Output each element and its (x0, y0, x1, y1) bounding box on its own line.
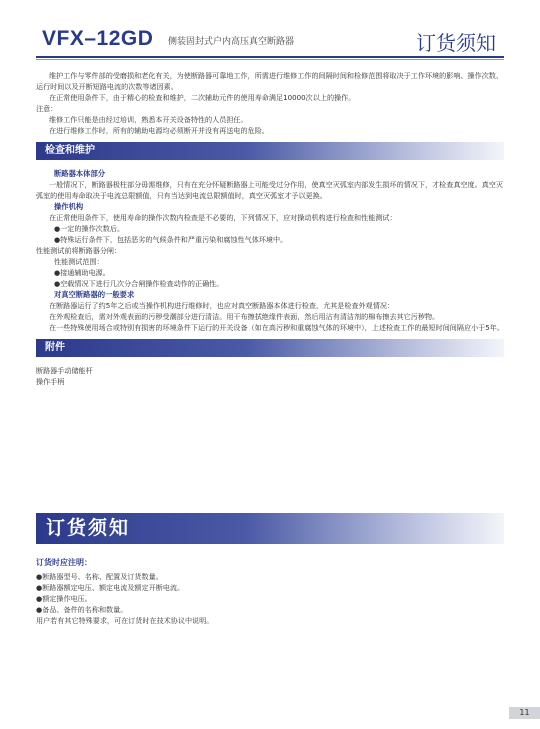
accessories-title: 附件 (45, 342, 65, 353)
maintenance-section-bar (36, 142, 504, 160)
note-label: 注意： (36, 104, 58, 113)
ordering-info (36, 557, 504, 626)
page-header (0, 0, 540, 60)
intro-paragraph: 在正常使用条件下，由于精心的检查和维护，二次辅助元件的使用寿命满足10000次以上的操作。 (49, 93, 356, 102)
model-title: VFX–12GD (42, 27, 154, 50)
subheading-general: 对真空断路器的一般要求 (54, 290, 135, 299)
ordering-item: ●额定操作电压。 (36, 594, 92, 603)
body-paragraph: 一般情况下，断路器极柱部分毋需维修，只有在充分怀疑断路器上可能受过分作用，使真空灭弧室内部发生损坏的情况下，才检查真空度。真空灭弧室的使用寿命取决于电流总限额值，只有当达到电流总限额值时，真空灭弧室才予以更换。 (36, 180, 503, 200)
note-item: 维修工作只能是由经过培训，熟悉本开关设备特性的人员担任。 (49, 115, 248, 124)
ordering-title: 订货须知 (46, 517, 131, 539)
ordering-section-bar (36, 513, 504, 544)
ordering-subtitle: 订货时应注明： (36, 558, 92, 567)
body-paragraph: 在外观检查后，需对外观表面的污秽受潮部分进行清洁。用干布擦拭绝缘件表面，然后用沾有清洁剂的棉布擦去其它污秽物。 (49, 312, 440, 321)
accessory-item: 操作手柄 (36, 377, 65, 386)
subheading-mechanism: 操作机构 (54, 202, 84, 211)
body-paragraph: 在一些特殊使用场合或特别有损害的环境条件下运行的开关设备（如在高污秽和重腐蚀气体的环境中），上述检查工作的最短时间间隔应小于5年。 (49, 323, 504, 332)
accessory-item: 断路器手动储能杆 (36, 366, 93, 375)
ordering-item: ●备品、备件的名称和数量。 (36, 605, 128, 614)
accessories-section-bar (36, 339, 504, 357)
maintenance-title: 检查和维护 (45, 145, 95, 156)
note-item: 在进行维修工作时，所有的辅助电源均必须断开并没有再送电的危险。 (49, 126, 269, 135)
body-paragraph: 在断路器运行了约5年之后或当操作机构进行维修时，也应对真空断路器本体进行检查，尤其是检查外观情况： (49, 301, 395, 310)
perf-scope-label: 性能测试范围： (54, 257, 104, 266)
bullet-item: ●一定的操作次数后。 (54, 224, 125, 233)
ordering-item: ●断路器型号、名称、配置及订货数量。 (36, 572, 163, 581)
subheading-body: 断路器本体部分 (54, 169, 106, 178)
header-rule (36, 56, 504, 58)
ordering-note: 用户若有其它特殊要求，可在订货时在技术协议中说明。 (36, 616, 214, 625)
bullet-item: ●空载情况下进行几次分合闸操作检查动作的正确性。 (54, 279, 224, 288)
header-rule-thin (36, 59, 504, 60)
main-content (36, 70, 504, 387)
intro-paragraph: 维护工作与零件部的受磨损和老化有关，为使断路器可靠地工作，所需进行维修工作的间隔时间和检修范围将取决于工作环境的影响、操作次数、运行时间以及开断短路电流的次数等诸因素。 (36, 71, 503, 91)
product-name: 侧装固封式户内高压真空断路器 (168, 37, 295, 47)
ordering-item: ●断路器额定电压、额定电流及额定开断电流。 (36, 583, 185, 592)
bullet-item: ●特殊运行条件下，包括恶劣的气候条件和严重污染和腐蚀性气体环境中。 (54, 235, 288, 244)
perf-test-label: 性能测试前将断路器分闸： (36, 246, 122, 255)
page-number: 11 (509, 707, 540, 719)
section-heading: 订货须知 (416, 31, 496, 55)
body-paragraph: 在正常使用条件下，使用寿命的操作次数内检查是不必要的，下列情况下，应对操动机构进行检查和性能测试： (49, 213, 397, 222)
bullet-item: ●接通辅助电源。 (54, 268, 110, 277)
